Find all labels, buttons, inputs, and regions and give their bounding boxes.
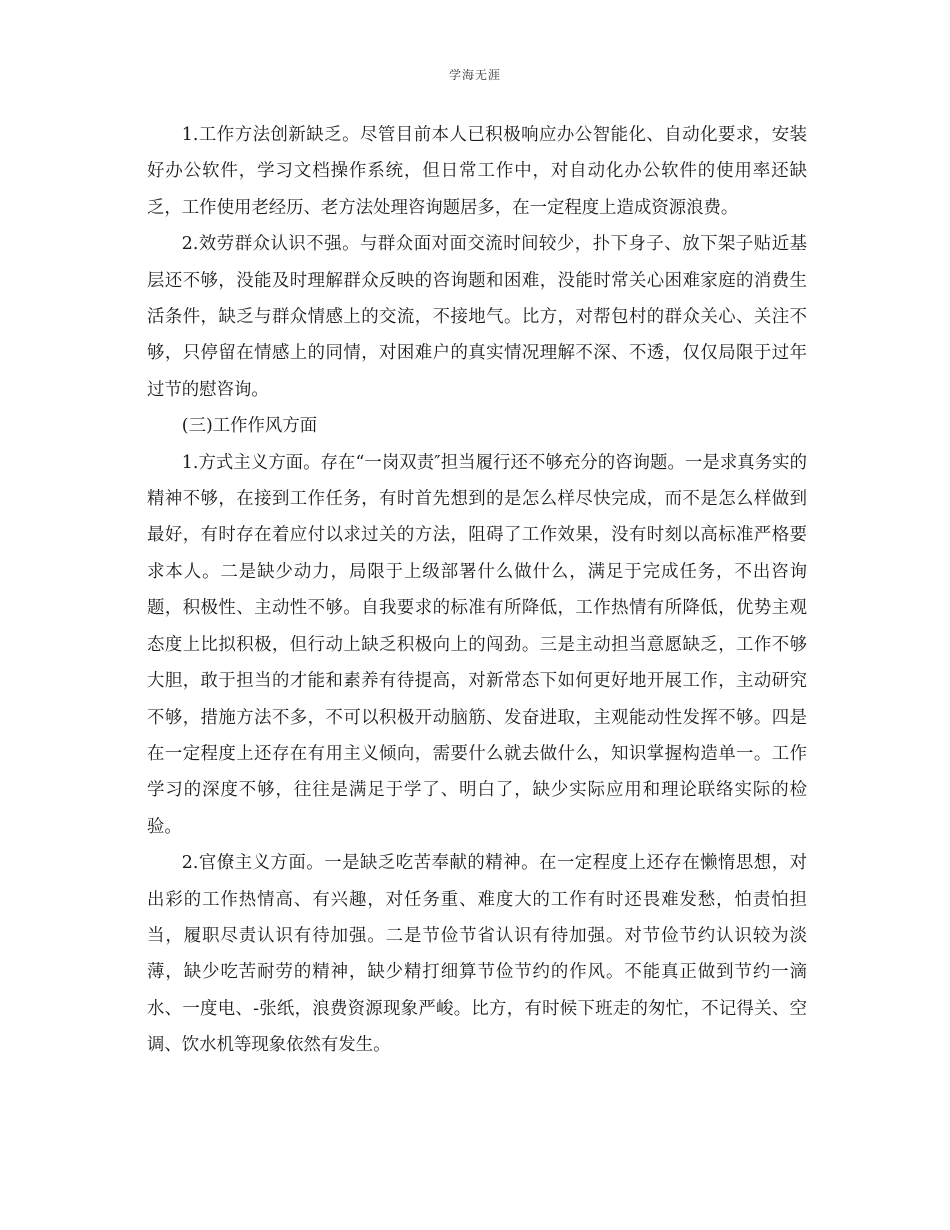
paragraph-bureaucratism: 2.官僚主义方面。一是缺乏吃苦奉献的精神。在一定程度上还存在懒惰思想，对出彩的工作热情高、有兴趣，对任务重、难度大的工作有时还畏难发愁，怕责怕担当，履职尽责认识有待加强。二是节俭节省认识有待加强。对节俭节约认识较为淡薄，缺少吃苦耐劳的精神，缺少精打细算节俭节约的作风。不能真正做到节约一滴水、一度电、-张纸，浪费资源现象严峻。比方，有时候下班走的匆忙，不记得关、空调、饮水机等现象依然有发生。	[147, 853, 807, 1056]
page-header: 学海无涯	[448, 68, 501, 82]
paragraph-formalism: 1.方式主义方面。存在“一岗双责″担当履行还不够充分的咨询题。一是求真务实的精神不够，在接到工作任务，有时首先想到的是怎么样尽快完成，而不是怎么样做到最好，有时存在着应付以求过关的方法，阻碍了工作效果，没有时刻以高标准严格要求本人。二是缺少动力，局限于上级部署什么做什么，满足于完成任务，不出咨询题，积极性、主动性不够。自我要求的标准有所降低，工作热情有所降低，优势主观态度上比拟积极，但行动上缺乏积极向上的闯劲。三是主动担当意愿缺乏，工作不够大胆，敢于担当的才能和素养有待提高，对新常态下如何更好地开展工作，主动研究不够，措施方法不多，不可以积极开动脑筋、发奋进取，主观能动性发挥不够。四是在一定程度上还存在有用主义倾向，需要什么就去做什么，知识掌握构造单一。工作学习的深度不够，往往是满足于学了、明白了，缺少实际应用和理论联络实际的检验。	[147, 452, 807, 837]
section-heading-work-style: (三)工作作风方面	[181, 416, 318, 437]
paragraph-work-method: 1.工作方法创新缺乏。尽管目前本人已积极响应办公智能化、自动化要求，安装好办公软件，学习文档操作系统，但日常工作中，对自动化办公软件的使用率还缺乏，工作使用老经历、老方法处理咨询题居多，在一定程度上造成资源浪费。	[147, 125, 807, 218]
document-body	[147, 117, 807, 1064]
paragraph-serve-masses: 2.效劳群众认识不强。与群众面对面交流时间较少，扑下身子、放下架子贴近基层还不够，没能及时理解群众反映的咨询题和困难，没能时常关心困难家庭的消费生活条件，缺乏与群众情感上的交流，不接地气。比方，对帮包村的群众关心、关注不够，只停留在情感上的同情，对困难户的真实情况理解不深、不透，仅仅局限于过年过节的慰咨询。	[147, 234, 807, 400]
